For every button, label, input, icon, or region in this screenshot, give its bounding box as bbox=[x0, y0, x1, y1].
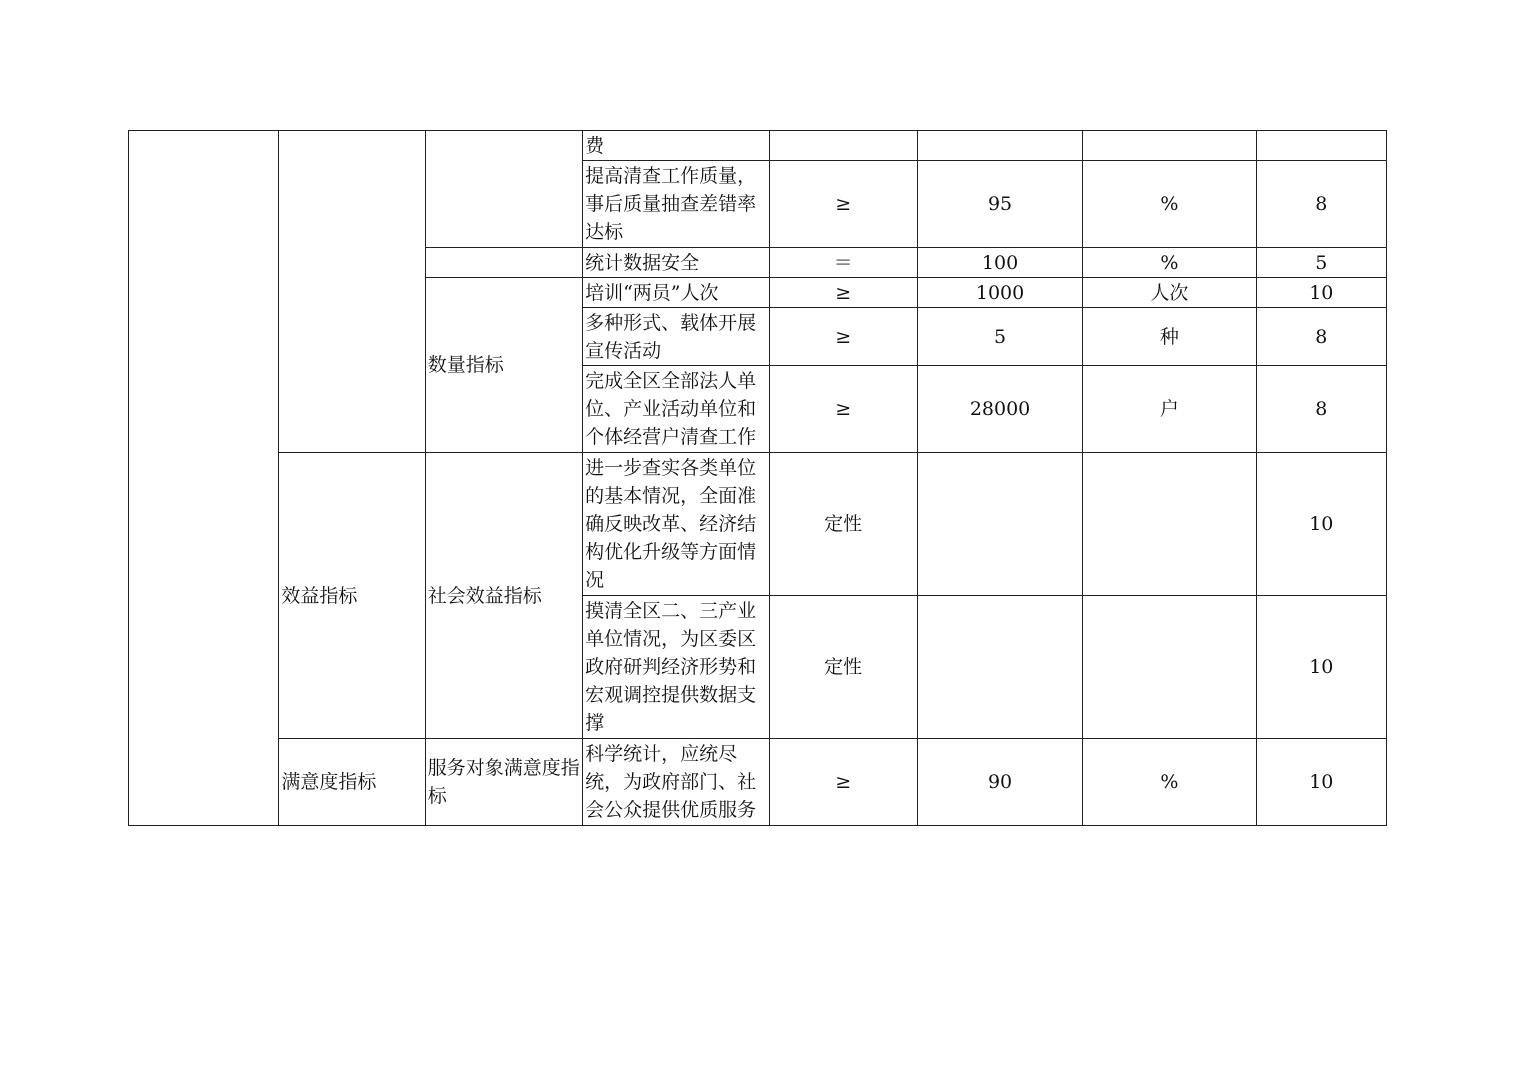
indicator-desc: 提高清查工作质量，事后质量抽查差错率达标 bbox=[583, 161, 769, 248]
indicator-desc: 费 bbox=[583, 131, 769, 161]
indicator-score: 10 bbox=[1256, 596, 1386, 739]
level3-cell-social: 社会效益指标 bbox=[425, 453, 582, 739]
indicator-score: 10 bbox=[1256, 453, 1386, 596]
indicator-operator: ≥ bbox=[769, 161, 917, 248]
indicator-unit bbox=[1083, 453, 1256, 596]
indicator-score: 5 bbox=[1256, 248, 1386, 278]
level1-cell bbox=[129, 131, 279, 826]
indicator-unit: % bbox=[1083, 161, 1256, 248]
performance-indicator-table bbox=[128, 130, 1387, 826]
indicator-operator: 定性 bbox=[769, 596, 917, 739]
indicator-desc: 进一步查实各类单位的基本情况，全面准确反映改革、经济结构优化升级等方面情况 bbox=[583, 453, 769, 596]
indicator-score: 10 bbox=[1256, 278, 1386, 308]
indicator-score bbox=[1256, 131, 1386, 161]
indicator-unit: % bbox=[1083, 739, 1256, 826]
indicator-desc: 科学统计，应统尽统，为政府部门、社会公众提供优质服务 bbox=[583, 739, 769, 826]
indicator-unit: % bbox=[1083, 248, 1256, 278]
indicator-value: 95 bbox=[917, 161, 1082, 248]
indicator-value bbox=[917, 596, 1082, 739]
level3-cell-quantity: 数量指标 bbox=[425, 278, 582, 453]
level2-cell-satisfaction: 满意度指标 bbox=[279, 739, 425, 826]
indicator-value: 90 bbox=[917, 739, 1082, 826]
indicator-score: 10 bbox=[1256, 739, 1386, 826]
indicator-score: 8 bbox=[1256, 161, 1386, 248]
indicator-operator bbox=[769, 131, 917, 161]
table-row bbox=[129, 739, 1387, 826]
indicator-unit bbox=[1083, 596, 1256, 739]
indicator-desc: 培训“两员”人次 bbox=[583, 278, 769, 308]
table-row bbox=[129, 453, 1387, 596]
indicator-operator: 定性 bbox=[769, 453, 917, 596]
indicator-value: 5 bbox=[917, 308, 1082, 366]
indicator-unit: 种 bbox=[1083, 308, 1256, 366]
indicator-score: 8 bbox=[1256, 366, 1386, 453]
indicator-desc: 统计数据安全 bbox=[583, 248, 769, 278]
indicator-value: 1000 bbox=[917, 278, 1082, 308]
indicator-operator: ≥ bbox=[769, 308, 917, 366]
indicator-value bbox=[917, 131, 1082, 161]
table-row bbox=[129, 131, 1387, 161]
indicator-operator: ≥ bbox=[769, 278, 917, 308]
indicator-desc: 完成全区全部法人单位、产业活动单位和个体经营户清查工作 bbox=[583, 366, 769, 453]
indicator-operator: ≥ bbox=[769, 739, 917, 826]
indicator-value: 28000 bbox=[917, 366, 1082, 453]
indicator-score: 8 bbox=[1256, 308, 1386, 366]
indicator-desc: 多种形式、载体开展宣传活动 bbox=[583, 308, 769, 366]
indicator-desc: 摸清全区二、三产业单位情况，为区委区政府研判经济形势和宏观调控提供数据支撑 bbox=[583, 596, 769, 739]
indicator-unit bbox=[1083, 131, 1256, 161]
indicator-value bbox=[917, 453, 1082, 596]
level3-cell-empty bbox=[425, 131, 582, 248]
indicator-operator: ＝ bbox=[769, 248, 917, 278]
indicator-unit: 人次 bbox=[1083, 278, 1256, 308]
level2-cell-output bbox=[279, 131, 425, 453]
indicator-unit: 户 bbox=[1083, 366, 1256, 453]
level3-cell-service: 服务对象满意度指标 bbox=[425, 739, 582, 826]
indicator-value: 100 bbox=[917, 248, 1082, 278]
level3-cell-empty bbox=[425, 248, 582, 278]
level2-cell-benefit: 效益指标 bbox=[279, 453, 425, 739]
indicator-operator: ≥ bbox=[769, 366, 917, 453]
